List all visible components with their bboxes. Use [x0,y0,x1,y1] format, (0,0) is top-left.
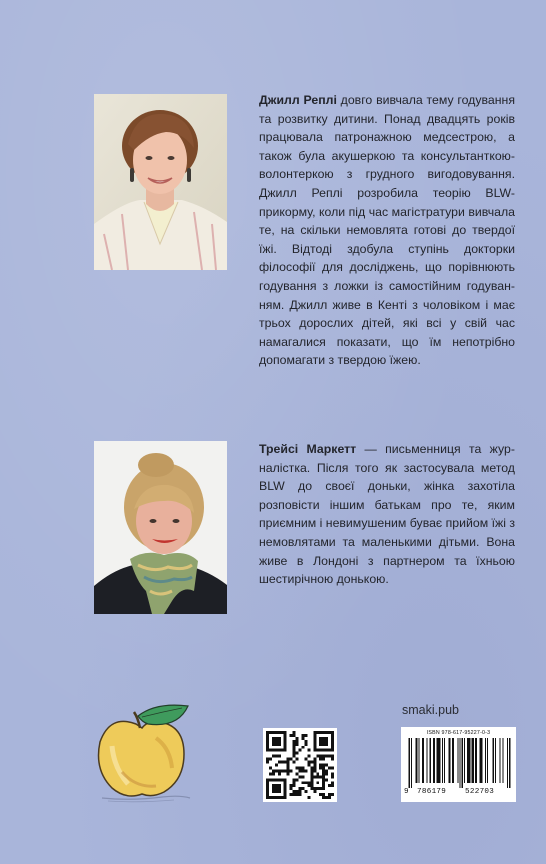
barcode-icon [407,738,512,788]
author1-bio [259,91,515,370]
author2-bio-text: — письменниця та журналістка. Після того як застосувала метод BLW до своєї доньки, жінка захотіла розповісти іншим батькам про те, яким приємним і невимушеним буває прийом їжі з немовлятами та маленькими дітьми. Вона живе в Лондоні з партнером та їхньою шестирічною донькою. [259,442,516,587]
author2-name: Трейсі Маркетт [259,442,357,456]
qr-code-icon[interactable] [263,728,337,802]
isbn-left-digits: 786179 [417,788,447,796]
author2-photo [94,441,227,614]
isbn-first-digit: 9 [404,788,409,796]
author1-name: Джилл Реплі [259,93,337,107]
author1-photo [94,94,227,270]
author1-bio-text: довго вивчала тему годування та розвитку дитини. Понад двадцять років працювала патронажною медсестрою, а також була акушеркою та консультанткою-волонтеркою з грудного вигодовування. Джилл Реплі розробила теорію BLW-прикорму, коли під час магістратури вивчала те, на скільки немовлята готові до твердої їжі. Відтоді здобула ступінь докторки філософії для досліджень, що порівнюють годування з ложки із самостійним годуванням. Джилл живе в Кенті з чоловіком і має трьох дорослих дітей, які всі у свій час намагалися показати, що їм непотрібно допомагати з твердою їжею. [259,93,515,368]
apple-illustration-icon [92,702,204,806]
publisher-site[interactable]: smaki.pub [402,703,459,717]
isbn-barcode [401,727,516,802]
author2-bio [259,440,515,589]
isbn-label: ISBN 978-617-95227-0-3 [426,730,491,736]
isbn-right-digits: 522703 [465,788,495,796]
